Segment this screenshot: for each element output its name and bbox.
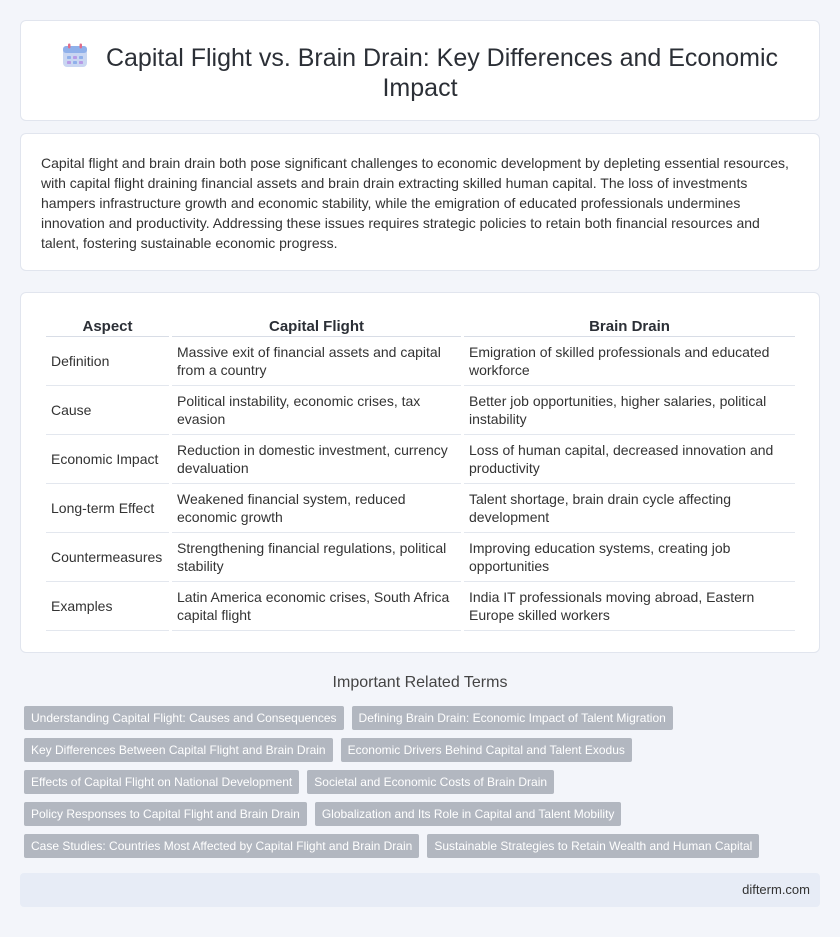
table-row [46,484,795,533]
header-aspect: Aspect [46,313,169,337]
related-term-tag[interactable]: Effects of Capital Flight on National Development [24,770,299,794]
brain-drain-cell: Improving education systems, creating job opportunities [464,533,795,582]
related-term-tag[interactable]: Case Studies: Countries Most Affected by Capital Flight and Brain Drain [24,834,419,858]
tag-row [24,770,820,794]
brain-drain-cell: Emigration of skilled professionals and educated workforce [464,337,795,386]
table-row [46,386,795,435]
comparison-card [20,292,820,653]
table-row [46,533,795,582]
capital-flight-cell: Latin America economic crises, South Africa capital flight [172,582,461,631]
aspect-cell: Cause [46,386,169,435]
aspect-cell: Countermeasures [46,533,169,582]
table-header-row [46,313,795,337]
tag-row [24,738,820,762]
related-term-tag[interactable]: Economic Drivers Behind Capital and Talent Exodus [341,738,632,762]
footer-site-link[interactable]: difterm.com [742,882,810,897]
tag-row [24,802,820,826]
capital-flight-cell: Weakened financial system, reduced economic growth [172,484,461,533]
related-term-tag[interactable]: Understanding Capital Flight: Causes and Consequences [24,706,344,730]
header-brain-drain: Brain Drain [464,313,795,337]
related-term-tag[interactable]: Sustainable Strategies to Retain Wealth and Human Capital [427,834,759,858]
related-terms-list [24,706,820,866]
related-term-tag[interactable]: Defining Brain Drain: Economic Impact of Talent Migration [352,706,673,730]
table-row [46,582,795,631]
brain-drain-cell: Talent shortage, brain drain cycle affecting development [464,484,795,533]
page-title [61,43,779,103]
related-term-tag[interactable]: Key Differences Between Capital Flight and Brain Drain [24,738,333,762]
capital-flight-cell: Massive exit of financial assets and capital from a country [172,337,461,386]
tag-row [24,834,820,858]
related-term-tag[interactable]: Policy Responses to Capital Flight and Brain Drain [24,802,307,826]
capital-flight-cell: Strengthening financial regulations, political stability [172,533,461,582]
aspect-cell: Long-term Effect [46,484,169,533]
table-row [46,337,795,386]
header-capital-flight: Capital Flight [172,313,461,337]
capital-flight-cell: Political instability, economic crises, tax evasion [172,386,461,435]
calendar-icon [62,43,88,69]
tag-row [24,706,820,730]
brain-drain-cell: Loss of human capital, decreased innovation and productivity [464,435,795,484]
related-terms-heading: Important Related Terms [332,674,508,691]
intro-card [20,133,820,271]
page-title-text: Capital Flight vs. Brain Drain: Key Differences and Economic Impact [105,44,779,102]
brain-drain-cell: India IT professionals moving abroad, Eastern Europe skilled workers [464,582,795,631]
aspect-cell: Examples [46,582,169,631]
aspect-cell: Economic Impact [46,435,169,484]
header-card [20,20,820,121]
intro-paragraph: Capital flight and brain drain both pose significant challenges to economic development by depleting essential resources, with capital flight draining financial assets and brain drain extracting skilled human capital. The loss of investments hampers infrastructure growth and economic stability, while the emigration of educated professionals undermines innovation and productivity. Addressing these issues requires strategic policies to retain both financial resources and talent, fostering sustainable economic progress. [41,155,789,251]
table-row [46,435,795,484]
brain-drain-cell: Better job opportunities, higher salaries, political instability [464,386,795,435]
related-term-tag[interactable]: Globalization and Its Role in Capital and Talent Mobility [315,802,622,826]
aspect-cell: Definition [46,337,169,386]
header [21,43,819,103]
comparison-table [43,313,798,631]
footer [20,873,820,907]
related-term-tag[interactable]: Societal and Economic Costs of Brain Drain [307,770,554,794]
capital-flight-cell: Reduction in domestic investment, currency devaluation [172,435,461,484]
